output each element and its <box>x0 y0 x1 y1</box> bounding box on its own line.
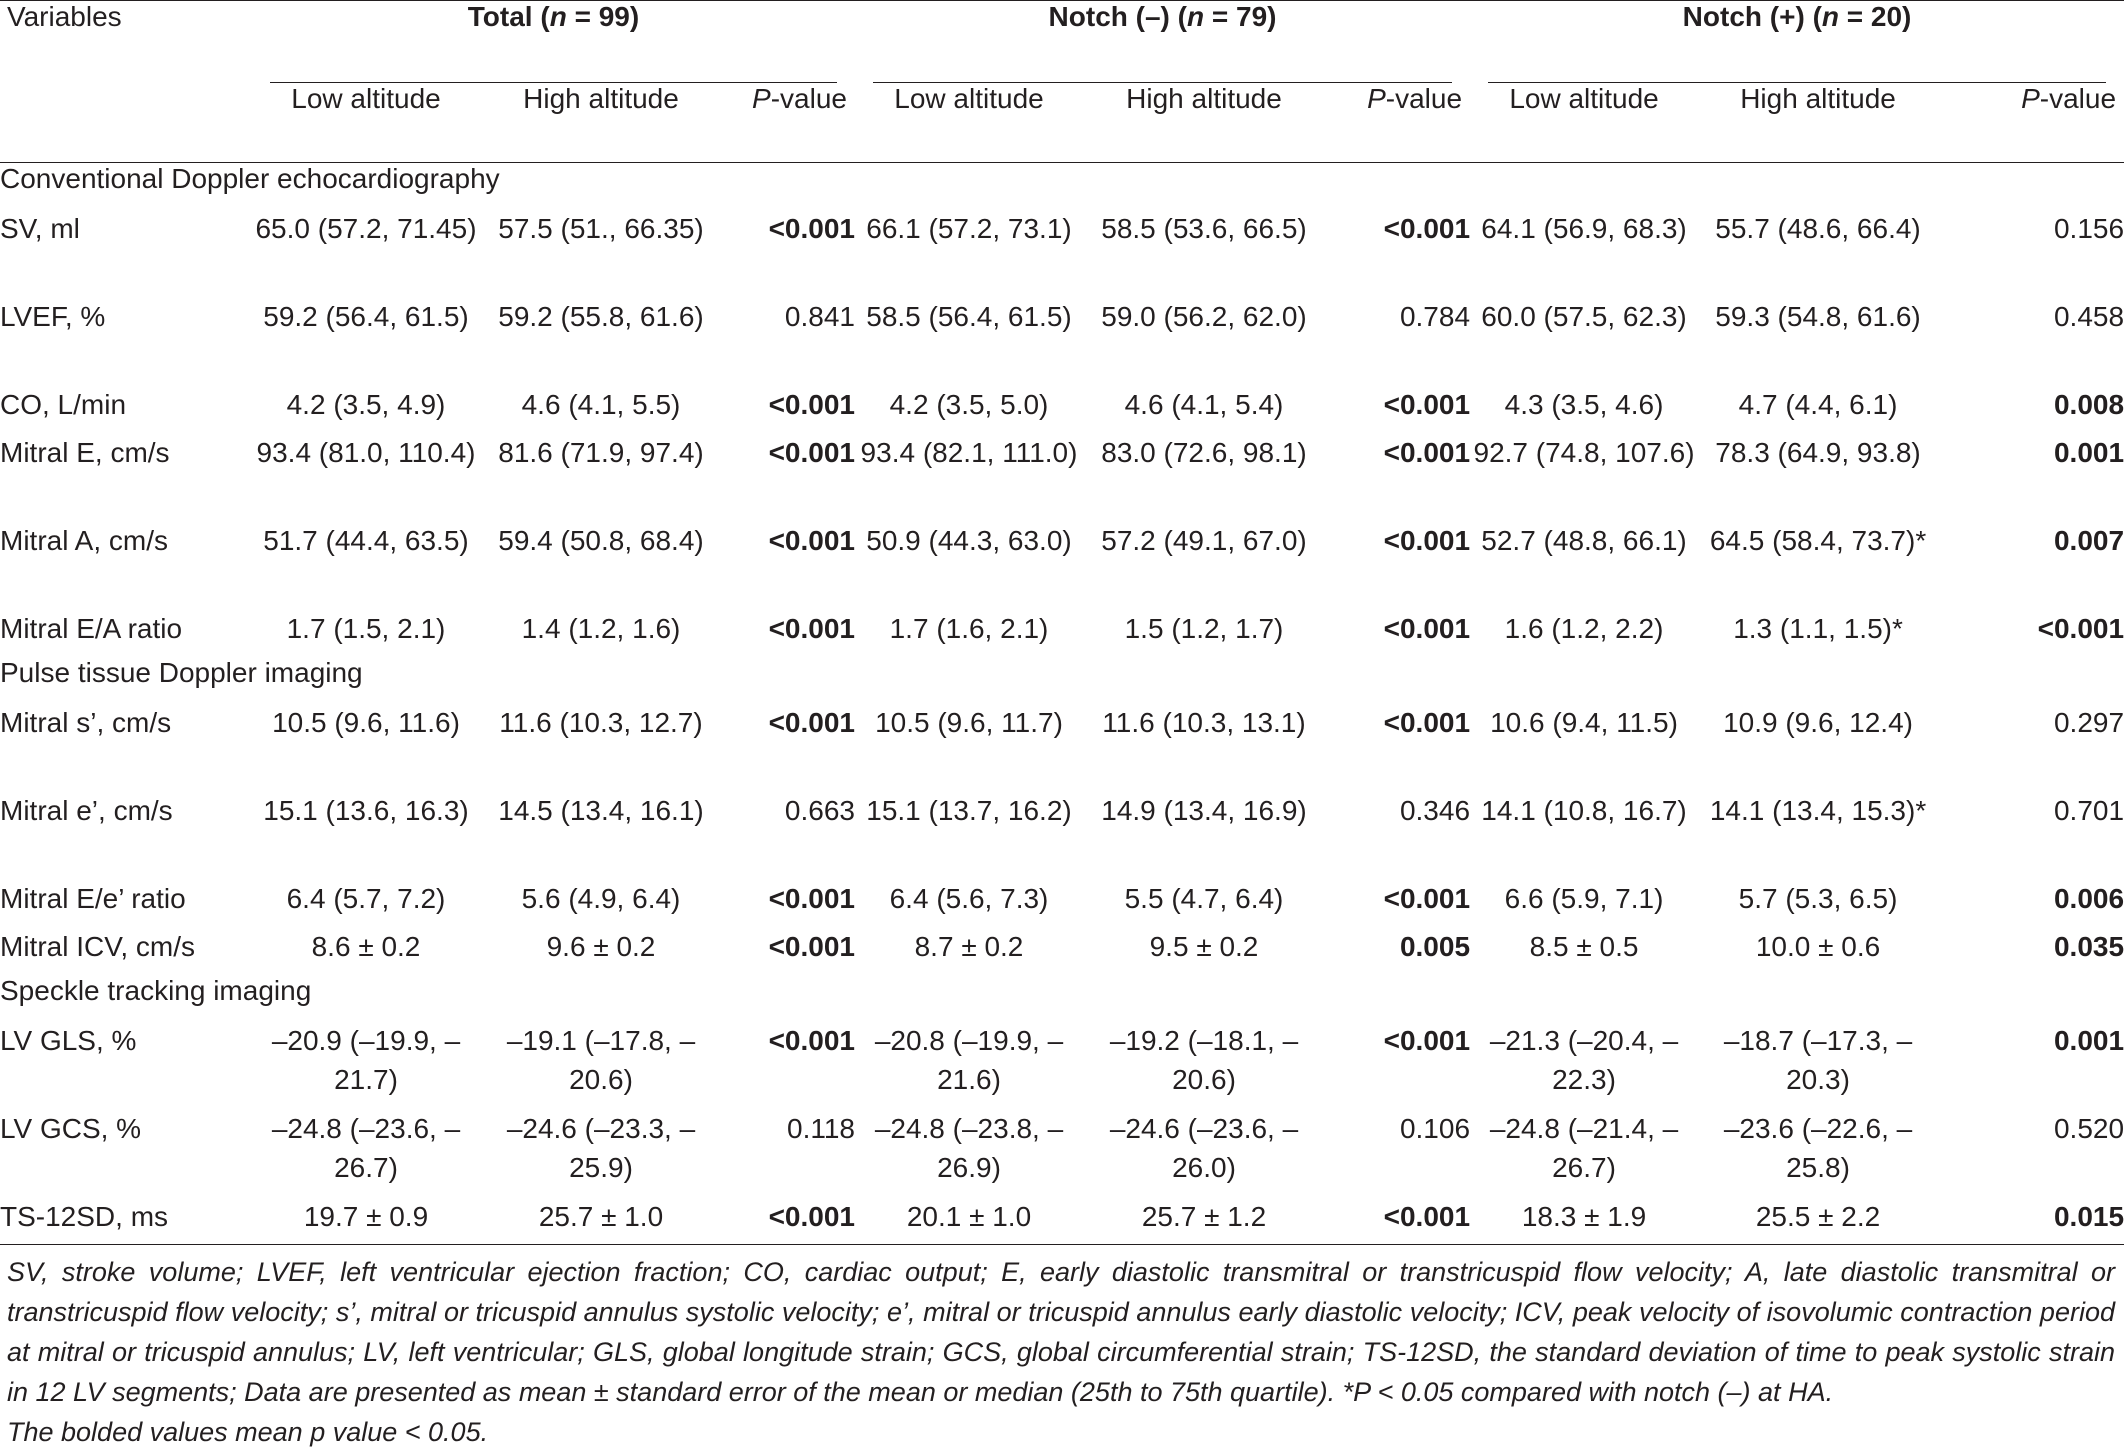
value-cell: 4.2 (3.5, 5.0) <box>889 388 1049 420</box>
row-label: Mitral A, cm/s <box>0 524 169 556</box>
value-cell: 8.5 ± 0.5 <box>1529 930 1639 962</box>
p-value-cell: 0.007 <box>2053 524 2124 556</box>
table-row <box>0 703 2124 791</box>
row-label: Mitral e’, cm/s <box>0 794 173 826</box>
value-cell: 52.7 (48.8, 66.1) <box>1481 524 1687 556</box>
section-row <box>0 163 2124 209</box>
value-cell: 4.7 (4.4, 6.1) <box>1738 388 1898 420</box>
value-cell: 93.4 (82.1, 111.0) <box>860 436 1078 468</box>
value-cell: 64.5 (58.4, 73.7)* <box>1709 524 1927 556</box>
value-cell: 57.2 (49.1, 67.0) <box>1101 524 1307 556</box>
value-cell: 19.7 ± 0.9 <box>252 1197 480 1245</box>
value-cell: 93.4 (81.0, 110.4) <box>256 436 476 468</box>
section-row <box>0 975 2124 1021</box>
value-cell: 8.7 ± 0.2 <box>914 930 1024 962</box>
row-label: LVEF, % <box>0 300 106 332</box>
p-value-cell: 0.035 <box>2053 930 2124 962</box>
row-label: LV GCS, % <box>0 1112 142 1144</box>
header-empty-cell <box>0 83 252 163</box>
value-cell: 10.9 (9.6, 12.4) <box>1723 706 1913 738</box>
table-footnote <box>7 1252 2115 1452</box>
p-value-cell: <0.001 <box>1383 212 1471 244</box>
value-cell: 5.6 (4.9, 6.4) <box>521 882 681 914</box>
value-cell: 14.1 (10.8, 16.7) <box>1481 794 1687 826</box>
p-value-cell: <0.001 <box>1383 1024 1471 1056</box>
table-row <box>0 209 2124 297</box>
p-value-cell: 0.841 <box>784 300 855 332</box>
p-value-cell: 0.701 <box>2053 794 2124 826</box>
value-cell: 11.6 (10.3, 12.7) <box>499 706 703 738</box>
subheader-low-altitude: Low altitude <box>1470 83 1698 163</box>
group-header-notch-minus: Notch (–) (n = 79) <box>855 1 1470 83</box>
p-value-cell: <0.001 <box>1325 1197 1470 1245</box>
value-cell: 58.5 (56.4, 61.5) <box>866 300 1072 332</box>
value-cell: 18.3 ± 1.9 <box>1470 1197 1698 1245</box>
value-cell: 1.7 (1.5, 2.1) <box>286 612 446 644</box>
p-value-cell: 0.005 <box>1399 930 1471 962</box>
value-cell: 59.2 (55.8, 61.6) <box>498 300 704 332</box>
p-value-cell: 0.106 <box>1399 1112 1471 1144</box>
variables-header: Variables <box>0 1 252 83</box>
section-title: Conventional Doppler echocardiography <box>0 163 500 194</box>
table-row <box>0 297 2124 385</box>
value-cell: –24.6 (–23.6, –26.0) <box>1109 1112 1299 1183</box>
p-value-cell: 0.346 <box>1399 794 1471 826</box>
subheader-high-altitude: High altitude <box>1698 83 1938 163</box>
p-value-cell: 0.015 <box>1938 1197 2124 1245</box>
value-cell: 10.0 ± 0.6 <box>1755 930 1881 962</box>
section-title: Pulse tissue Doppler imaging <box>0 656 363 688</box>
value-cell: 25.7 ± 1.0 <box>480 1197 722 1245</box>
value-cell: 4.3 (3.5, 4.6) <box>1504 388 1664 420</box>
value-cell: 15.1 (13.6, 16.3) <box>263 794 469 826</box>
table-row <box>0 1197 2124 1245</box>
value-cell: 83.0 (72.6, 98.1) <box>1101 436 1307 468</box>
value-cell: 57.5 (51., 66.35) <box>498 212 704 244</box>
table-row <box>0 879 2124 927</box>
value-cell: 81.6 (71.9, 97.4) <box>498 436 704 468</box>
value-cell: 11.6 (10.3, 13.1) <box>1102 706 1306 738</box>
p-value-cell: <0.001 <box>1383 706 1471 738</box>
table-row <box>0 791 2124 879</box>
p-value-cell: 0.663 <box>784 794 855 826</box>
value-cell: 66.1 (57.2, 73.1) <box>866 212 1072 244</box>
group-header-total: Total (n = 99) <box>252 1 855 83</box>
row-label: Mitral E, cm/s <box>0 436 170 468</box>
value-cell: 6.4 (5.7, 7.2) <box>286 882 446 914</box>
table-row <box>0 385 2124 433</box>
value-cell: 10.6 (9.4, 11.5) <box>1490 706 1678 738</box>
footnote-abbreviations: SV, stroke volume; LVEF, left ventricular ejection fraction; CO, cardiac output; E, early diastolic transmitral or transtricuspid flow velocity; A, late diastolic transmitral or transtricuspid flow velocity; s’, mitral or tricuspid annulus systolic velocity; e’, mitral or tricuspid annulus early diastolic velocity; ICV, peak velocity of isovolumic contraction period at mitral or tricuspid annulus; LV, left ventricular; GLS, global longitude strain; GCS, global circumferential strain; TS-12SD, the standard deviation of time to peak systolic strain in 12 LV segments; Data are presented as mean ± standard error of the mean or median (25th to 75th quartile). *P < 0.05 compared with notch (–) at HA. <box>7 1257 2115 1407</box>
value-cell: –24.8 (–23.8, –26.9) <box>874 1112 1064 1183</box>
value-cell: 59.3 (54.8, 61.6) <box>1715 300 1921 332</box>
p-value-cell: <0.001 <box>768 706 855 738</box>
value-cell: 6.6 (5.9, 7.1) <box>1504 882 1664 914</box>
value-cell: 60.0 (57.5, 62.3) <box>1481 300 1687 332</box>
p-value-cell: 0.297 <box>2053 706 2124 738</box>
p-value-cell: 0.156 <box>2053 212 2124 244</box>
row-label: CO, L/min <box>0 388 127 420</box>
value-cell: 10.5 (9.6, 11.7) <box>875 706 1063 738</box>
value-cell: 25.7 ± 1.2 <box>1083 1197 1325 1245</box>
p-value-cell: 0.001 <box>2053 1024 2124 1056</box>
value-cell: 92.7 (74.8, 107.6) <box>1473 436 1695 468</box>
subheader-high-altitude: High altitude <box>1083 83 1325 163</box>
p-value-cell: <0.001 <box>1383 436 1471 468</box>
p-value-cell: <0.001 <box>2037 612 2124 644</box>
value-cell: 4.2 (3.5, 4.9) <box>286 388 446 420</box>
value-cell: 58.5 (53.6, 66.5) <box>1101 212 1307 244</box>
p-value-cell: <0.001 <box>768 930 855 962</box>
table-row <box>0 1109 2124 1197</box>
row-label: Mitral E/A ratio <box>0 612 183 644</box>
p-value-cell: 0.006 <box>2053 882 2124 914</box>
p-value-cell: <0.001 <box>768 882 855 914</box>
group-header-notch-plus: Notch (+) (n = 20) <box>1470 1 2124 83</box>
value-cell: 20.1 ± 1.0 <box>855 1197 1083 1245</box>
value-cell: 55.7 (48.6, 66.4) <box>1715 212 1921 244</box>
value-cell: –24.8 (–21.4, –26.7) <box>1489 1112 1679 1183</box>
value-cell: 59.4 (50.8, 68.4) <box>498 524 704 556</box>
value-cell: –18.7 (–17.3, –20.3) <box>1723 1024 1913 1095</box>
table-row <box>0 521 2124 609</box>
p-value-cell: <0.001 <box>1383 882 1471 914</box>
p-value-cell: <0.001 <box>1383 388 1471 420</box>
value-cell: 1.6 (1.2, 2.2) <box>1504 612 1664 644</box>
subheader-high-altitude: High altitude <box>480 83 722 163</box>
header-row-groups <box>0 1 2124 83</box>
section-title: Speckle tracking imaging <box>0 974 312 1006</box>
header-row-subcolumns <box>0 83 2124 163</box>
value-cell: 59.2 (56.4, 61.5) <box>263 300 469 332</box>
p-value-cell: <0.001 <box>768 524 855 556</box>
value-cell: 4.6 (4.1, 5.4) <box>1124 388 1284 420</box>
value-cell: 14.9 (13.4, 16.9) <box>1101 794 1307 826</box>
value-cell: 4.6 (4.1, 5.5) <box>521 388 681 420</box>
value-cell: 14.5 (13.4, 16.1) <box>498 794 704 826</box>
value-cell: 25.5 ± 2.2 <box>1698 1197 1938 1245</box>
p-value-cell: <0.001 <box>1383 524 1471 556</box>
row-label: SV, ml <box>0 212 80 244</box>
value-cell: 1.5 (1.2, 1.7) <box>1124 612 1284 644</box>
value-cell: 9.6 ± 0.2 <box>546 930 656 962</box>
value-cell: 1.3 (1.1, 1.5)* <box>1733 612 1903 644</box>
row-label: Mitral ICV, cm/s <box>0 930 195 962</box>
value-cell: 64.1 (56.9, 68.3) <box>1481 212 1687 244</box>
value-cell: 8.6 ± 0.2 <box>311 930 421 962</box>
p-value-cell: 0.458 <box>2053 300 2124 332</box>
value-cell: 59.0 (56.2, 62.0) <box>1101 300 1307 332</box>
subheader-low-altitude: Low altitude <box>252 83 480 163</box>
p-value-cell: <0.001 <box>722 1197 855 1245</box>
p-value-cell: 0.001 <box>2053 436 2124 468</box>
value-cell: 1.7 (1.6, 2.1) <box>889 612 1049 644</box>
subheader-p-value: P-value <box>1325 83 1470 163</box>
value-cell: 15.1 (13.7, 16.2) <box>866 794 1072 826</box>
table-row <box>0 609 2124 657</box>
value-cell: 14.1 (13.4, 15.3)* <box>1709 794 1927 826</box>
value-cell: –23.6 (–22.6, –25.8) <box>1723 1112 1913 1183</box>
value-cell: 6.4 (5.6, 7.3) <box>889 882 1049 914</box>
value-cell: 50.9 (44.3, 63.0) <box>866 524 1072 556</box>
p-value-cell: 0.520 <box>2053 1112 2124 1144</box>
table-body <box>0 163 2124 1245</box>
p-value-cell: <0.001 <box>768 612 855 644</box>
table-row <box>0 433 2124 521</box>
p-value-cell: <0.001 <box>768 436 855 468</box>
value-cell: –21.3 (–20.4, –22.3) <box>1489 1024 1679 1095</box>
value-cell: 78.3 (64.9, 93.8) <box>1715 436 1921 468</box>
p-value-cell: <0.001 <box>768 1024 855 1056</box>
value-cell: –19.2 (–18.1, –20.6) <box>1109 1024 1299 1095</box>
value-cell: 10.5 (9.6, 11.6) <box>272 706 460 738</box>
value-cell: 65.0 (57.2, 71.45) <box>255 212 477 244</box>
table-row <box>0 927 2124 975</box>
p-value-cell: <0.001 <box>1383 612 1471 644</box>
row-label: Mitral E/e’ ratio <box>0 882 186 914</box>
p-value-cell: 0.784 <box>1399 300 1471 332</box>
value-cell: –20.9 (–19.9, –21.7) <box>271 1024 461 1095</box>
p-value-cell: 0.118 <box>787 1112 855 1144</box>
row-label: LV GLS, % <box>0 1024 137 1056</box>
table-row <box>0 1021 2124 1109</box>
row-label: Mitral s’, cm/s <box>0 706 172 738</box>
value-cell: 5.7 (5.3, 6.5) <box>1738 882 1898 914</box>
p-value-cell: <0.001 <box>768 212 855 244</box>
p-value-cell: <0.001 <box>768 388 855 420</box>
subheader-p-value: P-value <box>1938 83 2124 163</box>
subheader-low-altitude: Low altitude <box>855 83 1083 163</box>
subheader-p-value: P-value <box>722 83 855 163</box>
row-label: TS-12SD, ms <box>0 1197 252 1245</box>
value-cell: –20.8 (–19.9, –21.6) <box>874 1024 1064 1095</box>
value-cell: –24.6 (–23.3, –25.9) <box>506 1112 696 1183</box>
value-cell: 1.4 (1.2, 1.6) <box>521 612 681 644</box>
value-cell: –19.1 (–17.8, –20.6) <box>506 1024 696 1095</box>
value-cell: 9.5 ± 0.2 <box>1149 930 1259 962</box>
section-row <box>0 657 2124 703</box>
value-cell: 5.5 (4.7, 6.4) <box>1124 882 1284 914</box>
value-cell: 51.7 (44.4, 63.5) <box>263 524 469 556</box>
footnote-bold-note: The bolded values mean p value < 0.05. <box>7 1417 489 1447</box>
value-cell: –24.8 (–23.6, –26.7) <box>271 1112 461 1183</box>
p-value-cell: 0.008 <box>2053 388 2124 420</box>
